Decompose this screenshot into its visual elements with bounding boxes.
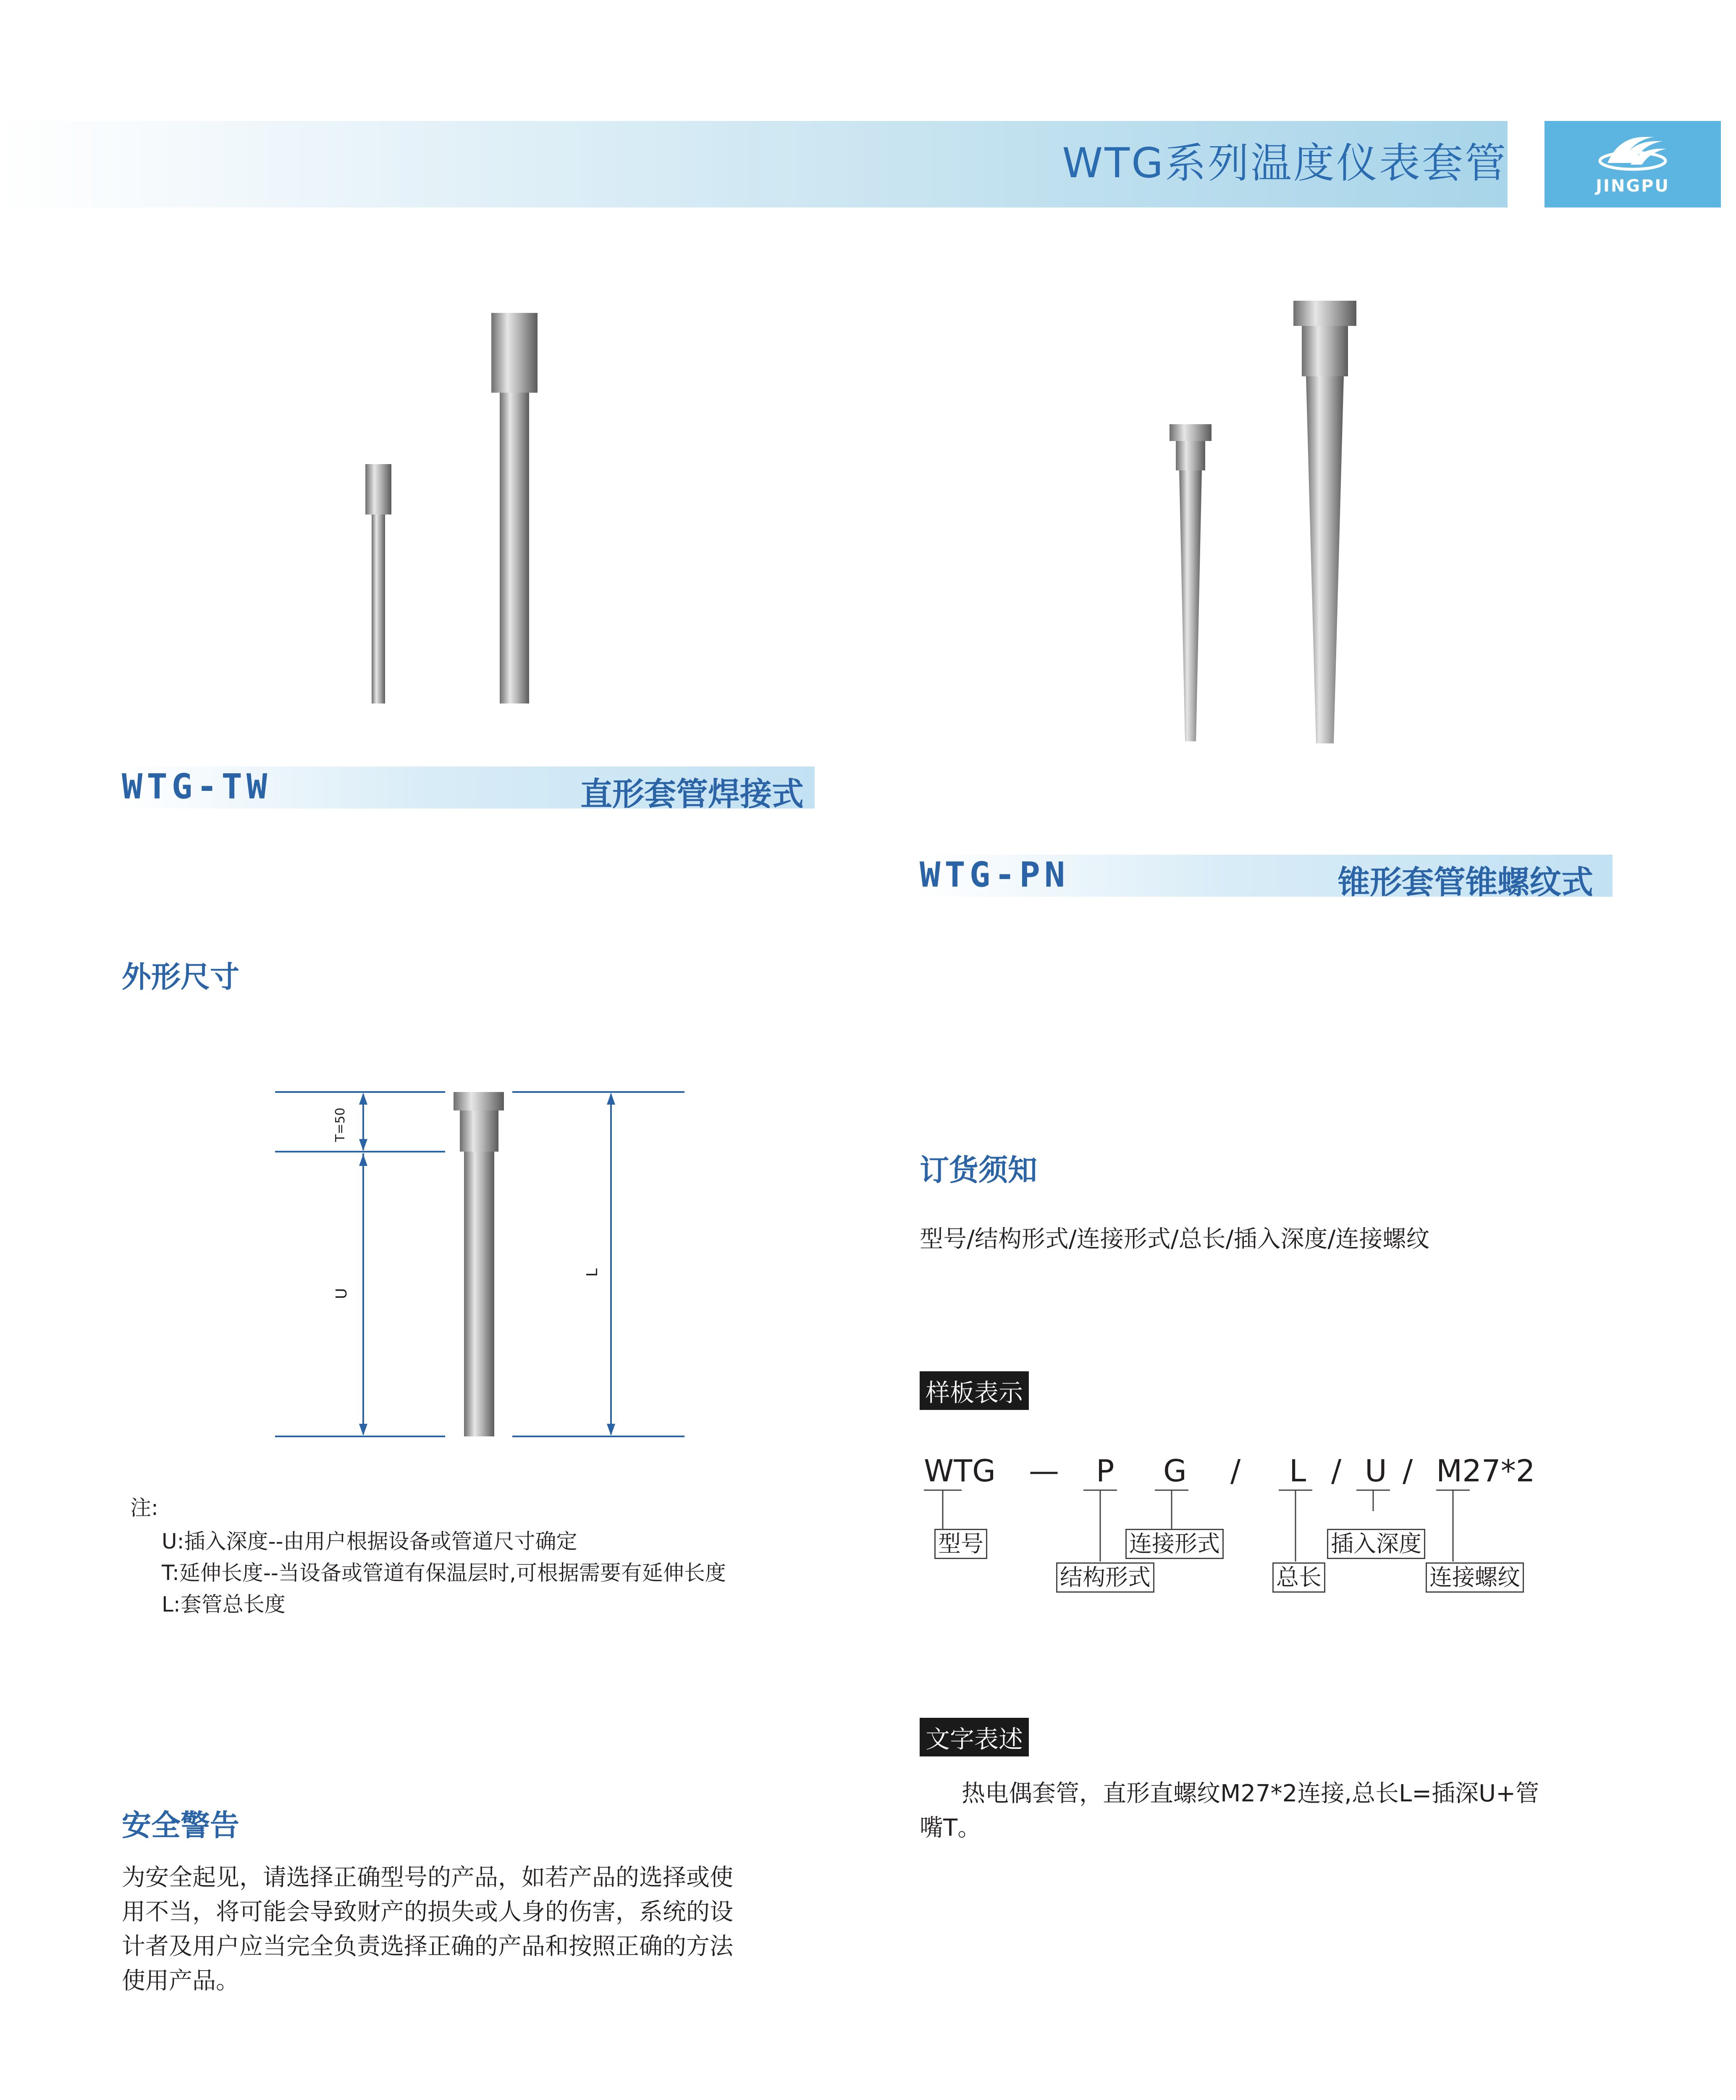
safety-heading: 安全警告 [122, 1808, 239, 1843]
code-part-thread: M27*2 [1436, 1453, 1535, 1488]
dimension-label-t: T=50 [333, 1108, 348, 1142]
code-part-dash: — [1029, 1453, 1059, 1488]
label-model: 型号 [934, 1529, 987, 1559]
product-image-wtg-pn [1159, 294, 1386, 748]
label-depth: 插入深度 [1327, 1529, 1425, 1559]
code-part-length: L [1289, 1453, 1306, 1488]
note-title: 注: [130, 1496, 158, 1520]
product-code-wtg-tw: WTG-TW [122, 767, 272, 807]
safety-line: 为安全起见，请选择正确型号的产品，如若产品的选择或使 [122, 1864, 733, 1891]
ordering-format: 型号/结构形式/连接形式/总长/插入深度/连接螺纹 [920, 1226, 1430, 1253]
code-part-connection: G [1163, 1453, 1187, 1488]
code-part-sep: / [1230, 1453, 1241, 1488]
safety-line: 用不当，将可能会导致财产的损失或人身的伤害，系统的设 [122, 1898, 733, 1926]
text-description [920, 1777, 1592, 1845]
code-part-model: WTG [924, 1453, 996, 1488]
text-tag: 文字表述 [920, 1718, 1029, 1756]
logo-icon [1545, 121, 1721, 180]
description-line: 嘴T。 [920, 1814, 981, 1842]
product-image-wtg-tw [344, 302, 563, 706]
page-title: WTG系列温度仪表套管 [1062, 139, 1508, 187]
product-code-wtg-pn: WTG-PN [920, 855, 1070, 895]
safety-line: 计者及用户应当完全负责选择正确的产品和按照正确的方法 [122, 1933, 733, 1960]
product-desc-wtg-pn: 锥形套管锥螺纹式 [1338, 864, 1593, 901]
dimension-drawing [269, 1075, 697, 1445]
sample-tag: 样板表示 [920, 1371, 1029, 1410]
logo-text: JINGPU [1596, 176, 1670, 196]
note-u: U:插入深度--由用户根据设备或管道尺寸确定 [162, 1529, 577, 1554]
label-structure: 结构形式 [1056, 1562, 1154, 1593]
label-thread: 连接螺纹 [1426, 1562, 1524, 1593]
note-t: T:延伸长度--当设备或管道有保温层时,可根据需要有延伸长度 [162, 1561, 726, 1585]
dimension-label-u: U [333, 1288, 350, 1299]
label-connection: 连接形式 [1125, 1529, 1224, 1559]
description-line: 热电偶套管，直形直螺纹M27*2连接,总长L=插深U+管 [962, 1780, 1539, 1807]
safety-text [122, 1861, 836, 1998]
note-l: L:套管总长度 [162, 1592, 286, 1617]
product-desc-wtg-tw: 直形套管焊接式 [580, 775, 804, 813]
code-part-depth: U [1365, 1453, 1387, 1488]
safety-line: 使用产品。 [122, 1967, 239, 1995]
code-part-sep: / [1403, 1453, 1413, 1488]
dimensions-heading: 外形尺寸 [122, 960, 239, 994]
code-part-sep: / [1331, 1453, 1342, 1488]
dimension-label-l: L [584, 1268, 601, 1277]
ordering-heading: 订货须知 [920, 1153, 1037, 1187]
label-length: 总长 [1272, 1562, 1325, 1593]
code-part-structure: P [1096, 1453, 1115, 1488]
